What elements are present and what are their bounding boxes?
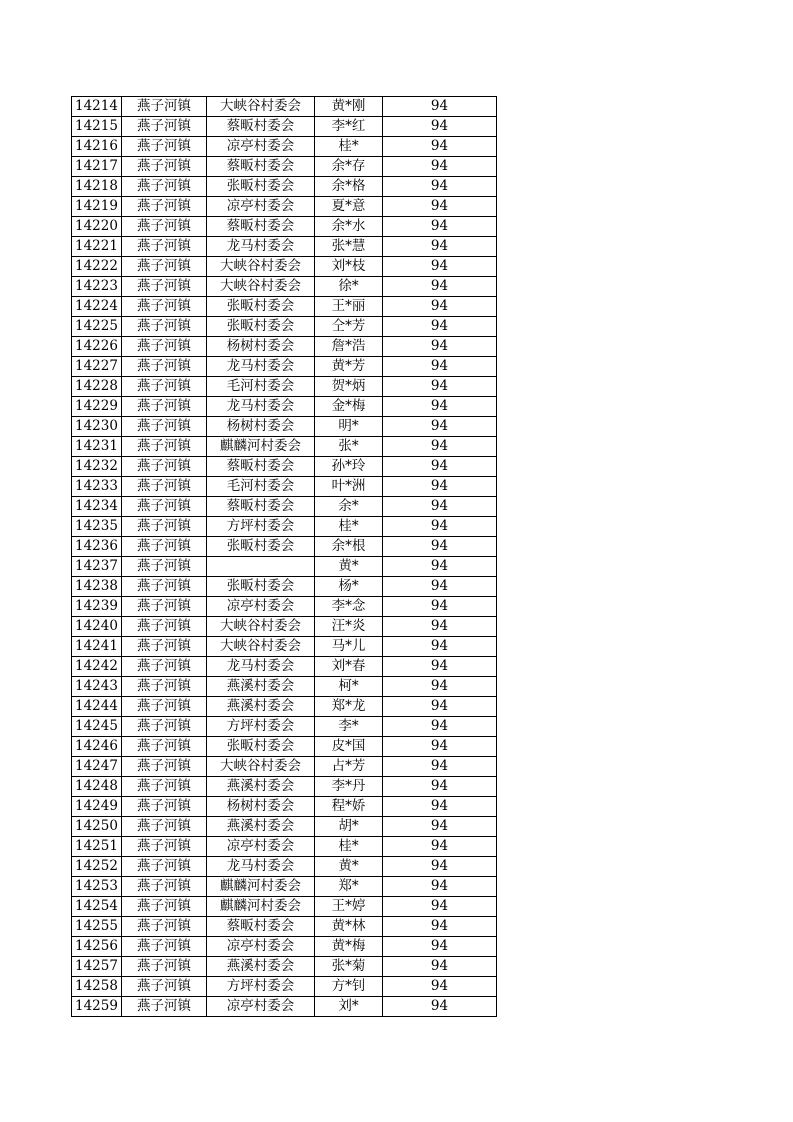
person-name-cell: 王*婷	[315, 897, 383, 917]
record-id-cell: 14230	[72, 417, 122, 437]
village-committee-cell: 杨树村委会	[207, 797, 315, 817]
score-cell: 94	[383, 117, 497, 137]
record-id-cell: 14246	[72, 737, 122, 757]
person-name-cell: 徐*	[315, 277, 383, 297]
score-cell: 94	[383, 717, 497, 737]
record-id-cell: 14244	[72, 697, 122, 717]
town-cell: 燕子河镇	[122, 677, 207, 697]
score-cell: 94	[383, 377, 497, 397]
person-name-cell: 程*娇	[315, 797, 383, 817]
record-id-cell: 14241	[72, 637, 122, 657]
village-committee-cell: 杨树村委会	[207, 337, 315, 357]
score-cell: 94	[383, 797, 497, 817]
person-name-cell: 胡*	[315, 817, 383, 837]
person-name-cell: 明*	[315, 417, 383, 437]
village-committee-cell: 方坪村委会	[207, 977, 315, 997]
person-name-cell: 余*存	[315, 157, 383, 177]
records-table-body	[72, 97, 497, 1017]
record-id-cell: 14224	[72, 297, 122, 317]
table-row	[72, 677, 497, 697]
score-cell: 94	[383, 317, 497, 337]
town-cell: 燕子河镇	[122, 337, 207, 357]
record-id-cell: 14222	[72, 257, 122, 277]
town-cell: 燕子河镇	[122, 417, 207, 437]
record-id-cell: 14216	[72, 137, 122, 157]
village-committee-cell: 大峡谷村委会	[207, 617, 315, 637]
score-cell: 94	[383, 977, 497, 997]
record-id-cell: 14215	[72, 117, 122, 137]
record-id-cell: 14237	[72, 557, 122, 577]
village-committee-cell: 张畈村委会	[207, 297, 315, 317]
record-id-cell: 14257	[72, 957, 122, 977]
record-id-cell: 14252	[72, 857, 122, 877]
record-id-cell: 14259	[72, 997, 122, 1017]
records-table	[71, 96, 497, 1017]
table-row	[72, 957, 497, 977]
score-cell: 94	[383, 877, 497, 897]
village-committee-cell: 大峡谷村委会	[207, 637, 315, 657]
village-committee-cell: 张畈村委会	[207, 737, 315, 757]
score-cell: 94	[383, 637, 497, 657]
record-id-cell: 14238	[72, 577, 122, 597]
person-name-cell: 刘*	[315, 997, 383, 1017]
score-cell: 94	[383, 897, 497, 917]
town-cell: 燕子河镇	[122, 377, 207, 397]
record-id-cell: 14248	[72, 777, 122, 797]
record-id-cell: 14255	[72, 917, 122, 937]
table-row	[72, 497, 497, 517]
record-id-cell: 14245	[72, 717, 122, 737]
person-name-cell: 刘*春	[315, 657, 383, 677]
score-cell: 94	[383, 177, 497, 197]
town-cell: 燕子河镇	[122, 157, 207, 177]
town-cell: 燕子河镇	[122, 317, 207, 337]
table-row	[72, 517, 497, 537]
score-cell: 94	[383, 97, 497, 117]
table-row	[72, 717, 497, 737]
town-cell: 燕子河镇	[122, 297, 207, 317]
village-committee-cell: 大峡谷村委会	[207, 757, 315, 777]
person-name-cell: 余*格	[315, 177, 383, 197]
village-committee-cell: 毛河村委会	[207, 477, 315, 497]
village-committee-cell: 大峡谷村委会	[207, 97, 315, 117]
village-committee-cell: 龙马村委会	[207, 397, 315, 417]
table-row	[72, 857, 497, 877]
table-row	[72, 657, 497, 677]
score-cell: 94	[383, 597, 497, 617]
town-cell: 燕子河镇	[122, 577, 207, 597]
person-name-cell: 李*	[315, 717, 383, 737]
village-committee-cell: 凉亭村委会	[207, 937, 315, 957]
table-row	[72, 397, 497, 417]
village-committee-cell: 燕溪村委会	[207, 677, 315, 697]
town-cell: 燕子河镇	[122, 897, 207, 917]
person-name-cell: 夏*意	[315, 197, 383, 217]
score-cell: 94	[383, 697, 497, 717]
record-id-cell: 14240	[72, 617, 122, 637]
record-id-cell: 14227	[72, 357, 122, 377]
table-row	[72, 317, 497, 337]
table-row	[72, 637, 497, 657]
table-row	[72, 137, 497, 157]
village-committee-cell: 凉亭村委会	[207, 197, 315, 217]
score-cell: 94	[383, 257, 497, 277]
town-cell: 燕子河镇	[122, 137, 207, 157]
person-name-cell: 皮*国	[315, 737, 383, 757]
score-cell: 94	[383, 837, 497, 857]
table-row	[72, 837, 497, 857]
record-id-cell: 14219	[72, 197, 122, 217]
record-id-cell: 14233	[72, 477, 122, 497]
village-committee-cell	[207, 557, 315, 577]
person-name-cell: 黄*	[315, 857, 383, 877]
village-committee-cell: 麒麟河村委会	[207, 877, 315, 897]
record-id-cell: 14253	[72, 877, 122, 897]
town-cell: 燕子河镇	[122, 397, 207, 417]
record-id-cell: 14221	[72, 237, 122, 257]
table-row	[72, 737, 497, 757]
town-cell: 燕子河镇	[122, 777, 207, 797]
person-name-cell: 余*水	[315, 217, 383, 237]
score-cell: 94	[383, 557, 497, 577]
score-cell: 94	[383, 757, 497, 777]
town-cell: 燕子河镇	[122, 357, 207, 377]
person-name-cell: 孙*玲	[315, 457, 383, 477]
record-id-cell: 14214	[72, 97, 122, 117]
town-cell: 燕子河镇	[122, 797, 207, 817]
village-committee-cell: 蔡畈村委会	[207, 917, 315, 937]
table-row	[72, 617, 497, 637]
score-cell: 94	[383, 157, 497, 177]
score-cell: 94	[383, 817, 497, 837]
score-cell: 94	[383, 397, 497, 417]
village-committee-cell: 方坪村委会	[207, 517, 315, 537]
person-name-cell: 李*红	[315, 117, 383, 137]
score-cell: 94	[383, 297, 497, 317]
table-row	[72, 257, 497, 277]
table-row	[72, 597, 497, 617]
score-cell: 94	[383, 537, 497, 557]
table-row	[72, 477, 497, 497]
person-name-cell: 张*	[315, 437, 383, 457]
town-cell: 燕子河镇	[122, 957, 207, 977]
town-cell: 燕子河镇	[122, 177, 207, 197]
village-committee-cell: 燕溪村委会	[207, 697, 315, 717]
table-row	[72, 377, 497, 397]
record-id-cell: 14249	[72, 797, 122, 817]
score-cell: 94	[383, 217, 497, 237]
table-row	[72, 177, 497, 197]
town-cell: 燕子河镇	[122, 837, 207, 857]
person-name-cell: 汪*炎	[315, 617, 383, 637]
person-name-cell: 柯*	[315, 677, 383, 697]
record-id-cell: 14229	[72, 397, 122, 417]
town-cell: 燕子河镇	[122, 597, 207, 617]
town-cell: 燕子河镇	[122, 197, 207, 217]
village-committee-cell: 龙马村委会	[207, 357, 315, 377]
score-cell: 94	[383, 577, 497, 597]
record-id-cell: 14256	[72, 937, 122, 957]
village-committee-cell: 龙马村委会	[207, 657, 315, 677]
score-cell: 94	[383, 357, 497, 377]
town-cell: 燕子河镇	[122, 657, 207, 677]
record-id-cell: 14225	[72, 317, 122, 337]
table-row	[72, 937, 497, 957]
town-cell: 燕子河镇	[122, 257, 207, 277]
village-committee-cell: 凉亭村委会	[207, 997, 315, 1017]
score-cell: 94	[383, 917, 497, 937]
table-row	[72, 297, 497, 317]
record-id-cell: 14247	[72, 757, 122, 777]
village-committee-cell: 大峡谷村委会	[207, 277, 315, 297]
score-cell: 94	[383, 617, 497, 637]
table-row	[72, 897, 497, 917]
town-cell: 燕子河镇	[122, 757, 207, 777]
village-committee-cell: 凉亭村委会	[207, 597, 315, 617]
village-committee-cell: 凉亭村委会	[207, 137, 315, 157]
table-row	[72, 157, 497, 177]
record-id-cell: 14226	[72, 337, 122, 357]
town-cell: 燕子河镇	[122, 997, 207, 1017]
person-name-cell: 李*丹	[315, 777, 383, 797]
score-cell: 94	[383, 857, 497, 877]
town-cell: 燕子河镇	[122, 857, 207, 877]
table-row	[72, 697, 497, 717]
person-name-cell: 叶*洲	[315, 477, 383, 497]
score-cell: 94	[383, 677, 497, 697]
record-id-cell: 14239	[72, 597, 122, 617]
person-name-cell: 余*	[315, 497, 383, 517]
table-row	[72, 357, 497, 377]
town-cell: 燕子河镇	[122, 737, 207, 757]
table-row	[72, 757, 497, 777]
person-name-cell: 黄*刚	[315, 97, 383, 117]
table-row	[72, 797, 497, 817]
person-name-cell: 杨*	[315, 577, 383, 597]
village-committee-cell: 杨树村委会	[207, 417, 315, 437]
score-cell: 94	[383, 417, 497, 437]
record-id-cell: 14223	[72, 277, 122, 297]
person-name-cell: 仝*芳	[315, 317, 383, 337]
person-name-cell: 贺*炳	[315, 377, 383, 397]
person-name-cell: 桂*	[315, 137, 383, 157]
score-cell: 94	[383, 957, 497, 977]
town-cell: 燕子河镇	[122, 437, 207, 457]
record-id-cell: 14251	[72, 837, 122, 857]
score-cell: 94	[383, 937, 497, 957]
record-id-cell: 14243	[72, 677, 122, 697]
person-name-cell: 金*梅	[315, 397, 383, 417]
score-cell: 94	[383, 137, 497, 157]
town-cell: 燕子河镇	[122, 717, 207, 737]
record-id-cell: 14228	[72, 377, 122, 397]
village-committee-cell: 张畈村委会	[207, 537, 315, 557]
village-committee-cell: 蔡畈村委会	[207, 217, 315, 237]
record-id-cell: 14234	[72, 497, 122, 517]
score-cell: 94	[383, 197, 497, 217]
record-id-cell: 14250	[72, 817, 122, 837]
record-id-cell: 14242	[72, 657, 122, 677]
record-id-cell: 14254	[72, 897, 122, 917]
village-committee-cell: 蔡畈村委会	[207, 497, 315, 517]
table-row	[72, 457, 497, 477]
village-committee-cell: 凉亭村委会	[207, 837, 315, 857]
table-row	[72, 997, 497, 1017]
record-id-cell: 14232	[72, 457, 122, 477]
table-row	[72, 577, 497, 597]
record-id-cell: 14258	[72, 977, 122, 997]
person-name-cell: 刘*枝	[315, 257, 383, 277]
person-name-cell: 王*丽	[315, 297, 383, 317]
score-cell: 94	[383, 457, 497, 477]
person-name-cell: 张*菊	[315, 957, 383, 977]
village-committee-cell: 燕溪村委会	[207, 777, 315, 797]
table-row	[72, 777, 497, 797]
town-cell: 燕子河镇	[122, 937, 207, 957]
village-committee-cell: 麒麟河村委会	[207, 897, 315, 917]
record-id-cell: 14231	[72, 437, 122, 457]
table-row	[72, 97, 497, 117]
table-row	[72, 277, 497, 297]
record-id-cell: 14218	[72, 177, 122, 197]
table-row	[72, 197, 497, 217]
village-committee-cell: 蔡畈村委会	[207, 117, 315, 137]
town-cell: 燕子河镇	[122, 217, 207, 237]
person-name-cell: 黄*	[315, 557, 383, 577]
town-cell: 燕子河镇	[122, 517, 207, 537]
town-cell: 燕子河镇	[122, 477, 207, 497]
score-cell: 94	[383, 277, 497, 297]
person-name-cell: 黄*梅	[315, 937, 383, 957]
score-cell: 94	[383, 997, 497, 1017]
table-row	[72, 217, 497, 237]
town-cell: 燕子河镇	[122, 277, 207, 297]
village-committee-cell: 蔡畈村委会	[207, 457, 315, 477]
person-name-cell: 方*钊	[315, 977, 383, 997]
town-cell: 燕子河镇	[122, 877, 207, 897]
table-row	[72, 117, 497, 137]
village-committee-cell: 张畈村委会	[207, 577, 315, 597]
record-id-cell: 14235	[72, 517, 122, 537]
person-name-cell: 张*慧	[315, 237, 383, 257]
record-id-cell: 14217	[72, 157, 122, 177]
person-name-cell: 占*芳	[315, 757, 383, 777]
record-id-cell: 14236	[72, 537, 122, 557]
person-name-cell: 詹*浩	[315, 337, 383, 357]
score-cell: 94	[383, 477, 497, 497]
table-row	[72, 437, 497, 457]
town-cell: 燕子河镇	[122, 697, 207, 717]
table-row	[72, 917, 497, 937]
person-name-cell: 桂*	[315, 517, 383, 537]
village-committee-cell: 大峡谷村委会	[207, 257, 315, 277]
village-committee-cell: 龙马村委会	[207, 857, 315, 877]
table-row	[72, 337, 497, 357]
village-committee-cell: 张畈村委会	[207, 177, 315, 197]
table-row	[72, 817, 497, 837]
town-cell: 燕子河镇	[122, 637, 207, 657]
score-cell: 94	[383, 437, 497, 457]
town-cell: 燕子河镇	[122, 817, 207, 837]
town-cell: 燕子河镇	[122, 457, 207, 477]
village-committee-cell: 蔡畈村委会	[207, 157, 315, 177]
score-cell: 94	[383, 777, 497, 797]
score-cell: 94	[383, 657, 497, 677]
town-cell: 燕子河镇	[122, 497, 207, 517]
person-name-cell: 马*儿	[315, 637, 383, 657]
town-cell: 燕子河镇	[122, 117, 207, 137]
person-name-cell: 黄*芳	[315, 357, 383, 377]
town-cell: 燕子河镇	[122, 97, 207, 117]
person-name-cell: 桂*	[315, 837, 383, 857]
table-row	[72, 237, 497, 257]
town-cell: 燕子河镇	[122, 557, 207, 577]
town-cell: 燕子河镇	[122, 537, 207, 557]
town-cell: 燕子河镇	[122, 617, 207, 637]
table-row	[72, 877, 497, 897]
score-cell: 94	[383, 337, 497, 357]
table-row	[72, 417, 497, 437]
village-committee-cell: 龙马村委会	[207, 237, 315, 257]
village-committee-cell: 燕溪村委会	[207, 817, 315, 837]
table-row	[72, 977, 497, 997]
village-committee-cell: 张畈村委会	[207, 317, 315, 337]
person-name-cell: 李*念	[315, 597, 383, 617]
town-cell: 燕子河镇	[122, 917, 207, 937]
village-committee-cell: 方坪村委会	[207, 717, 315, 737]
person-name-cell: 余*根	[315, 537, 383, 557]
score-cell: 94	[383, 497, 497, 517]
village-committee-cell: 麒麟河村委会	[207, 437, 315, 457]
village-committee-cell: 燕溪村委会	[207, 957, 315, 977]
score-cell: 94	[383, 517, 497, 537]
town-cell: 燕子河镇	[122, 237, 207, 257]
person-name-cell: 郑*龙	[315, 697, 383, 717]
table-row	[72, 557, 497, 577]
person-name-cell: 郑*	[315, 877, 383, 897]
score-cell: 94	[383, 737, 497, 757]
table-row	[72, 537, 497, 557]
person-name-cell: 黄*林	[315, 917, 383, 937]
town-cell: 燕子河镇	[122, 977, 207, 997]
record-id-cell: 14220	[72, 217, 122, 237]
village-committee-cell: 毛河村委会	[207, 377, 315, 397]
score-cell: 94	[383, 237, 497, 257]
